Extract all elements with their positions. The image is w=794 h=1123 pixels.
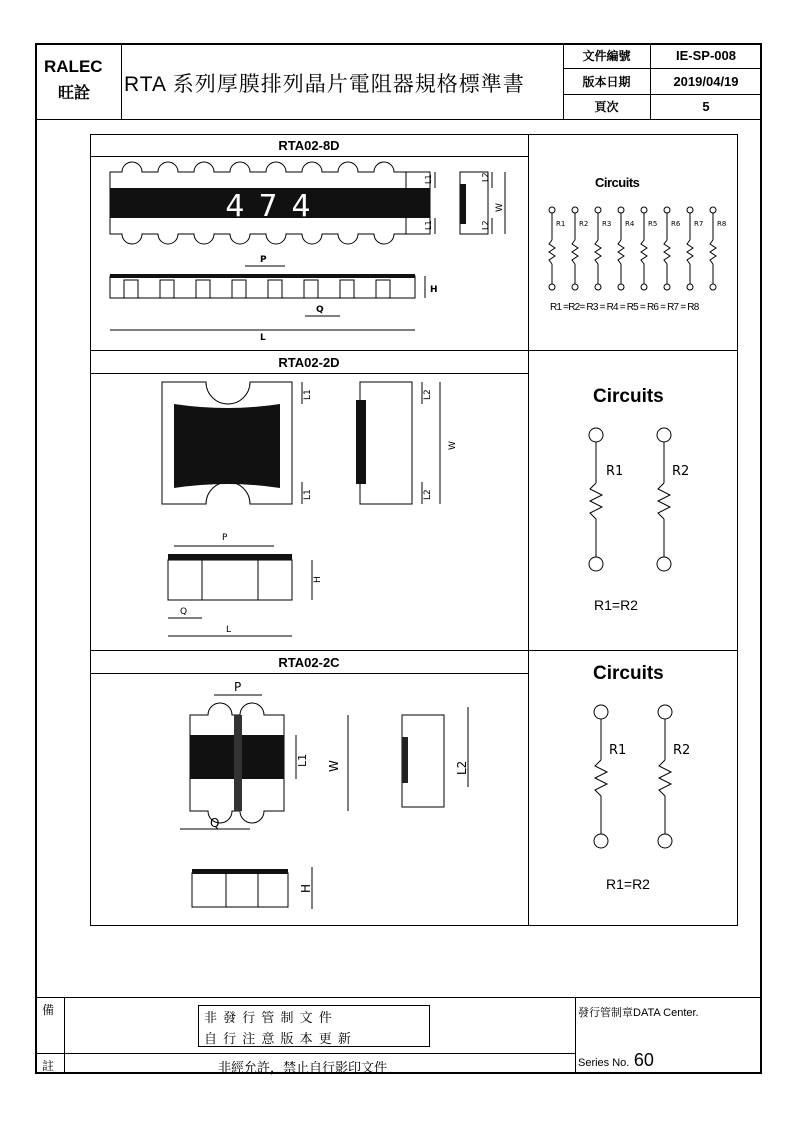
panel3-title: RTA02-2C bbox=[278, 655, 340, 670]
svg-text:H: H bbox=[430, 285, 438, 295]
series-value: 60 bbox=[633, 1050, 654, 1070]
footer-top-line bbox=[35, 997, 762, 998]
svg-text:Q: Q bbox=[180, 607, 188, 617]
panel3-circuits-title: Circuits bbox=[593, 663, 664, 684]
issuer-stamp-label: 發行管制章DATA Center. bbox=[578, 1007, 699, 1019]
panel2-title: RTA02-2D bbox=[278, 355, 340, 370]
series-number bbox=[578, 1050, 654, 1071]
svg-text:R1: R1 bbox=[609, 743, 627, 758]
svg-text:Q: Q bbox=[210, 816, 220, 830]
svg-text:P: P bbox=[260, 255, 267, 265]
svg-text:R8: R8 bbox=[717, 220, 727, 228]
svg-text:Q: Q bbox=[316, 305, 324, 315]
svg-text:P: P bbox=[234, 680, 242, 694]
svg-text:R5: R5 bbox=[648, 220, 658, 228]
header-divider-v1 bbox=[121, 43, 122, 119]
svg-text:R2: R2 bbox=[579, 220, 589, 228]
series-label: Series No. bbox=[578, 1057, 630, 1069]
panel2-circuit-diagram bbox=[580, 425, 690, 575]
svg-text:R6: R6 bbox=[671, 220, 681, 228]
panel1-circuits-title: Circuits bbox=[595, 175, 640, 190]
svg-text:L1: L1 bbox=[303, 389, 313, 400]
rta02-2d-drawing bbox=[150, 378, 490, 643]
svg-text:W: W bbox=[448, 441, 458, 450]
svg-text:R2: R2 bbox=[672, 464, 690, 479]
rta02-2c-drawing bbox=[170, 677, 500, 917]
notice-line-3: 非經允許，禁止自行影印文件 bbox=[218, 1061, 388, 1076]
rta02-8d-drawing bbox=[100, 160, 525, 345]
page-label: 頁次 bbox=[594, 100, 619, 114]
notice-line-1: 非 發 行 管 制 文 件 bbox=[204, 1011, 333, 1026]
panel2-title-line bbox=[90, 373, 528, 374]
panel3-title-line bbox=[90, 673, 528, 674]
header-divider bbox=[35, 119, 762, 120]
panel3-circuit-diagram bbox=[585, 702, 695, 852]
svg-text:L: L bbox=[226, 625, 232, 635]
remark-label-top: 備 bbox=[42, 1003, 55, 1017]
panel1-title: RTA02-8D bbox=[278, 138, 340, 153]
footer-divider-v1 bbox=[64, 997, 65, 1074]
doc-date: 2019/04/19 bbox=[673, 73, 739, 89]
panel2-equation: R1=R2 bbox=[594, 597, 638, 613]
footer-divider-v2 bbox=[575, 997, 576, 1074]
svg-text:L1: L1 bbox=[303, 489, 313, 500]
doc-no: IE-SP-008 bbox=[676, 48, 736, 63]
svg-text:W: W bbox=[495, 203, 505, 212]
svg-text:R1: R1 bbox=[556, 220, 566, 228]
svg-text:R7: R7 bbox=[694, 220, 704, 228]
footer-mid-line bbox=[35, 1053, 575, 1054]
panel1-circuit-diagram bbox=[540, 200, 730, 300]
spec-table-divider bbox=[528, 134, 529, 926]
remark-label-bottom: 註 bbox=[42, 1059, 55, 1073]
panel3-equation: R1=R2 bbox=[606, 876, 650, 892]
company-logo: RALEC bbox=[44, 57, 103, 76]
svg-text:R1: R1 bbox=[606, 464, 624, 479]
svg-text:H: H bbox=[313, 576, 323, 583]
doc-title: RTA 系列厚膜排列晶片電阻器規格標準書 bbox=[124, 73, 525, 96]
svg-text:W: W bbox=[327, 760, 341, 772]
panel-separator-1 bbox=[90, 350, 738, 351]
panel-separator-2 bbox=[90, 650, 738, 651]
chip-marking: 474 bbox=[225, 189, 325, 224]
doc-no-label: 文件編號 bbox=[582, 49, 631, 63]
svg-text:R4: R4 bbox=[625, 220, 635, 228]
svg-text:L2: L2 bbox=[423, 389, 433, 400]
date-label: 版本日期 bbox=[582, 74, 631, 89]
page-number: 5 bbox=[702, 99, 710, 114]
panel2-circuits-title: Circuits bbox=[593, 386, 664, 407]
svg-text:L2: L2 bbox=[481, 172, 490, 182]
svg-text:L2: L2 bbox=[481, 220, 490, 230]
svg-text:R2: R2 bbox=[673, 743, 691, 758]
svg-text:H: H bbox=[299, 883, 313, 893]
svg-text:L2: L2 bbox=[455, 760, 469, 775]
company-name-cn: 旺詮 bbox=[58, 83, 91, 102]
chip-top-view bbox=[110, 162, 430, 244]
svg-text:L1: L1 bbox=[424, 174, 433, 184]
panel1-equation: R1 =R2= R3 = R4 = R5 = R6 = R7 = R8 bbox=[550, 302, 699, 313]
svg-text:P: P bbox=[222, 533, 228, 543]
svg-text:L: L bbox=[260, 333, 266, 343]
svg-text:L1: L1 bbox=[424, 220, 433, 230]
svg-text:L1: L1 bbox=[296, 753, 309, 767]
svg-text:R3: R3 bbox=[602, 220, 612, 228]
notice-line-2: 自 行 注 意 版 本 更 新 bbox=[204, 1032, 352, 1047]
svg-text:L2: L2 bbox=[423, 489, 433, 500]
panel1-title-line bbox=[90, 156, 528, 157]
